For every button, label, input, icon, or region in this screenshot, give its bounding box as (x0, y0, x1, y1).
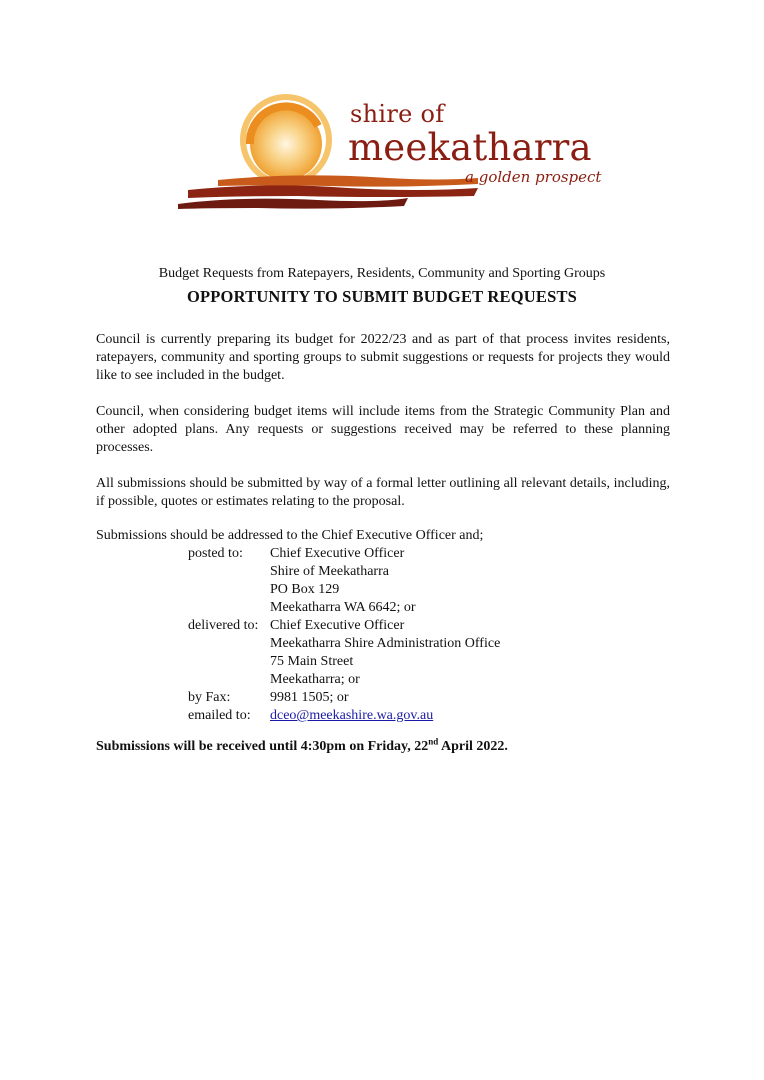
fax-label: by Fax: (188, 690, 231, 705)
logo-land-band-1 (218, 175, 478, 186)
closing-deadline (96, 736, 508, 755)
logo-text-shire-of: shire of (350, 100, 445, 128)
delivered-line-3: 75 Main Street (270, 654, 354, 669)
document-title: OPPORTUNITY TO SUBMIT BUDGET REQUESTS (186, 287, 578, 306)
paragraph-budget-intro: Council is currently preparing its budget for 2022/23 and as part of that process invites residents, ratepayers, community and sporting groups to submit suggestions or requests for projects they would like to see included in the budget. (96, 332, 670, 383)
closing-prefix: Submissions will be received until 4:30pm on Friday, 22 (96, 739, 429, 754)
delivered-label: delivered to: (188, 618, 259, 633)
posted-line-1: Chief Executive Officer (270, 546, 405, 561)
logo-land-band-3 (178, 198, 408, 209)
delivered-line-1: Chief Executive Officer (270, 618, 405, 633)
posted-line-3: PO Box 129 (270, 582, 340, 597)
document-subtitle: Budget Requests from Ratepayers, Residents, Community and Sporting Groups (158, 266, 606, 281)
posted-line-4: Meekatharra WA 6642; or (270, 600, 416, 615)
submissions-intro: Submissions should be addressed to the Chief Executive Officer and; (96, 528, 484, 543)
closing-suffix: April 2022. (438, 739, 508, 754)
email-line (270, 708, 433, 724)
email-link[interactable]: dceo@meekashire.wa.gov.au (270, 708, 434, 723)
logo-tagline: a golden prospect (465, 168, 602, 186)
shire-logo (178, 92, 610, 212)
delivered-line-2: Meekatharra Shire Administration Office (270, 636, 501, 651)
email-label: emailed to: (188, 708, 251, 723)
delivered-line-4: Meekatharra; or (270, 672, 360, 687)
posted-line-2: Shire of Meekatharra (270, 564, 389, 579)
paragraph-submission-format: All submissions should be submitted by way of a formal letter outlining all relevant details, including, if possible, quotes or estimates relating to the proposal. (96, 476, 670, 509)
logo-land-band-2 (188, 185, 478, 198)
closing-ordinal-suffix: nd (428, 736, 439, 747)
logo-text-name: meekatharra (348, 126, 592, 169)
posted-label: posted to: (188, 546, 243, 561)
fax-number: 9981 1505; or (270, 690, 349, 705)
paragraph-strategic-plan: Council, when considering budget items will include items from the Strategic Community Plan and other adopted plans. Any requests or suggestions received may be referred to these planning processes. (96, 404, 670, 455)
